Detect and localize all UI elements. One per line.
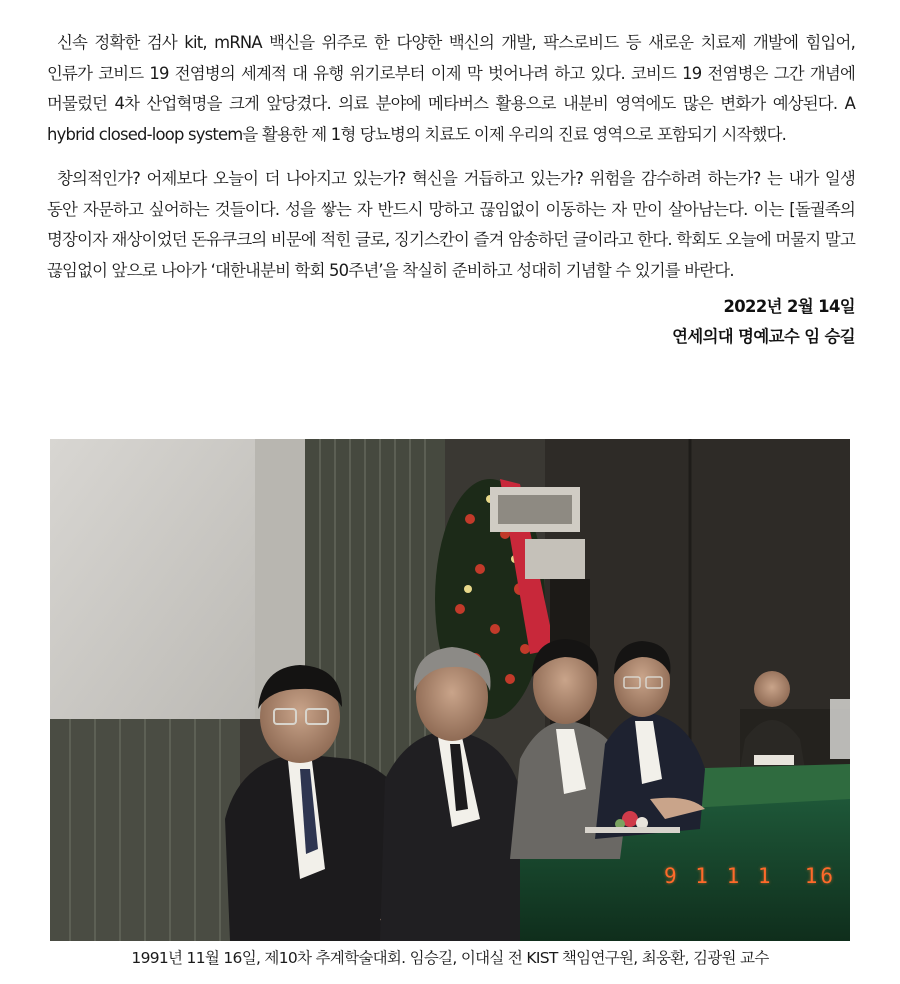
signature-block xyxy=(47,292,855,352)
paragraph-reflection: 창의적인가? 어제보다 오늘이 더 나아지고 있는가? 혁신을 거듭하고 있는가? 위험을 감수하려 하는가? 는 내가 일생 동안 자문하고 싶어하는 것들이다. 성을 쌓는 자 반드시 망하고 끊임없이 이동하는 자 만이 살아남는다. 이는 [돌궐족의 명장이자 재상이었던 돈유쿠크의 비문에 적힌 글로, 징기스칸이 즐겨 암송하던 글이라고 한다. 학회도 오늘에 머물지 말고 끊임없이 앞으로 나아가 ‘대한내분비 학회 50주년’을 착실히 준비하고 성대히 기념할 수 있기를 바란다. xyxy=(47,169,855,280)
article-body xyxy=(47,28,855,352)
signature-date: 2022년 2월 14일 xyxy=(723,297,855,316)
photo-caption: 1991년 11월 16일, 제10차 추계학술대회. 임승길, 이대실 전 KIST 책임연구원, 최웅환, 김광원 교수 xyxy=(131,949,769,967)
paragraph-intro: 신속 정확한 검사 kit, mRNA 백신을 위주로 한 다양한 백신의 개발, 팍스로비드 등 새로운 치료제 개발에 힘입어, 인류가 코비드 19 전염병의 세계적 대 유행 위기로부터 이제 막 벗어나려 하고 있다. 코비드 19 전염병은 그간 개념에 머물렀던 4차 산업혁명을 크게 앞당겼다. 의료 분야에 메타버스 활용으로 내분비 영역에도 많은 변화가 예상된다. A hybrid closed-loop system을 활용한 제 1형 당뇨병의 치료도 이제 우리의 진료 영역으로 포함되기 시작했다. xyxy=(47,33,855,144)
conference-photo xyxy=(50,439,850,941)
photo-date-stamp: 9 1 1 1 16 xyxy=(664,864,837,888)
signature-author: 연세의대 명예교수 임 승길 xyxy=(672,327,855,346)
